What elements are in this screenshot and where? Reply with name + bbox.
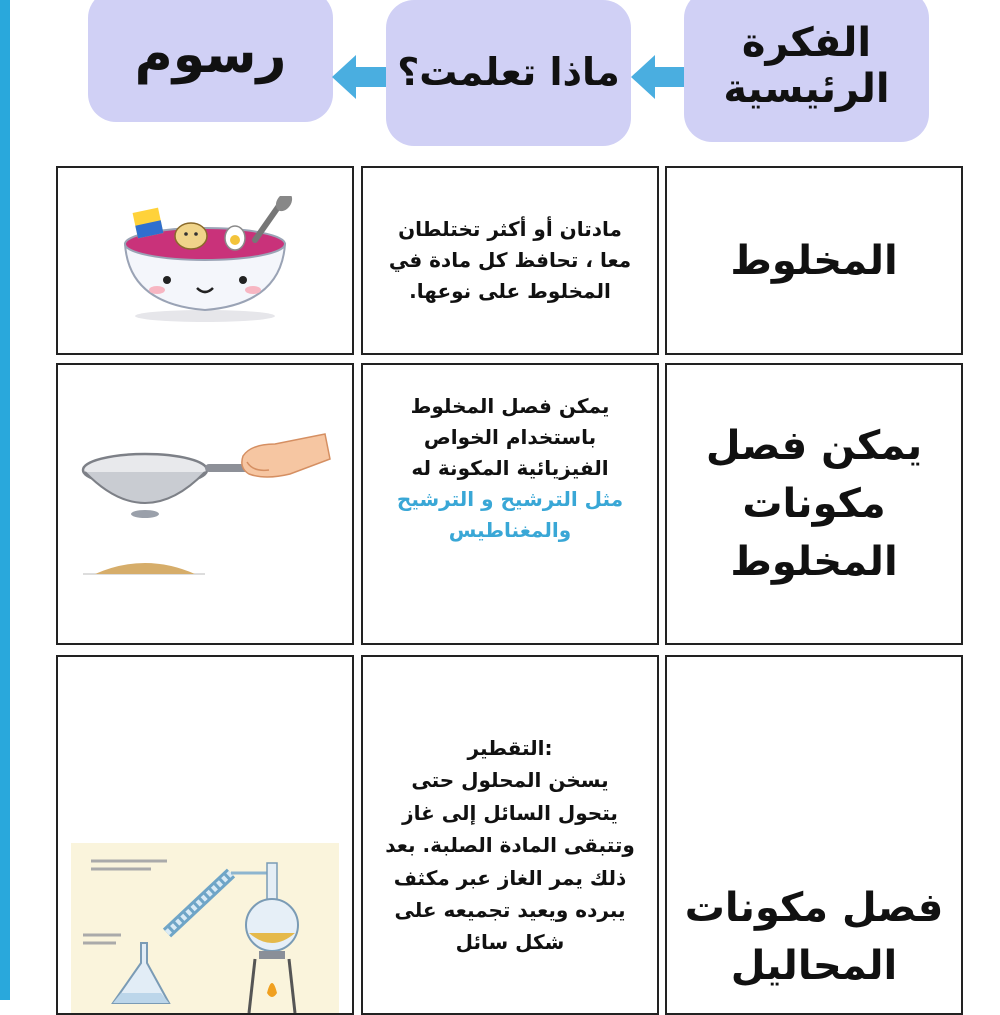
- description-cell-distillation: [361, 655, 659, 1015]
- separation-title: يمكن فصل مكونات المخلوط: [705, 423, 923, 585]
- separation-examples: مثل الترشيح و الترشيح والمغناطيس: [396, 487, 624, 542]
- title-cell-separation: [665, 363, 963, 645]
- mixture-description: مادتان أو أكثر تختلطان معا ، تحافظ كل مادة في المخلوط على نوعها.: [388, 217, 632, 303]
- arrow-left-icon: [332, 55, 388, 99]
- header-drawings-label: رسوم: [134, 25, 287, 86]
- bowl-of-mixed-food-illustration: [105, 196, 305, 326]
- header-main-idea-label: الفكرة الرئيسية: [723, 20, 890, 112]
- arrow-left-icon: [631, 55, 687, 99]
- title-cell-mixture: [665, 166, 963, 355]
- mixture-title: المخلوط: [730, 237, 898, 284]
- header-what-learned-label: ماذا تعلمت؟: [397, 50, 620, 95]
- left-accent-bar: [0, 0, 10, 1000]
- distillation-description: يسخن المحلول حتى يتحول السائل إلى غاز وتتبقى المادة الصلبة. بعد ذلك يمر الغاز عبر مكثف يبرده ويعيد تجميعه على شكل سائل: [385, 768, 635, 955]
- distillation-heading: :التقطير: [467, 736, 553, 760]
- hand-holding-sieve-illustration: [75, 414, 335, 594]
- drawing-cell-distillation: [56, 655, 354, 1015]
- separation-description: يمكن فصل المخلوط باستخدام الخواص الفيزيائية المكونة له: [410, 394, 610, 480]
- distillation-apparatus-illustration: [71, 843, 339, 1013]
- distillation-title: فصل مكونات المحاليل: [684, 885, 944, 989]
- header-drawings: [88, 0, 333, 122]
- description-cell-separation: [361, 363, 659, 645]
- header-main-idea: [684, 0, 929, 142]
- description-cell-mixture: [361, 166, 659, 355]
- title-cell-distillation: [665, 655, 963, 1015]
- header-what-learned: [386, 0, 631, 146]
- drawing-cell-mixture: [56, 166, 354, 355]
- drawing-cell-separation: [56, 363, 354, 645]
